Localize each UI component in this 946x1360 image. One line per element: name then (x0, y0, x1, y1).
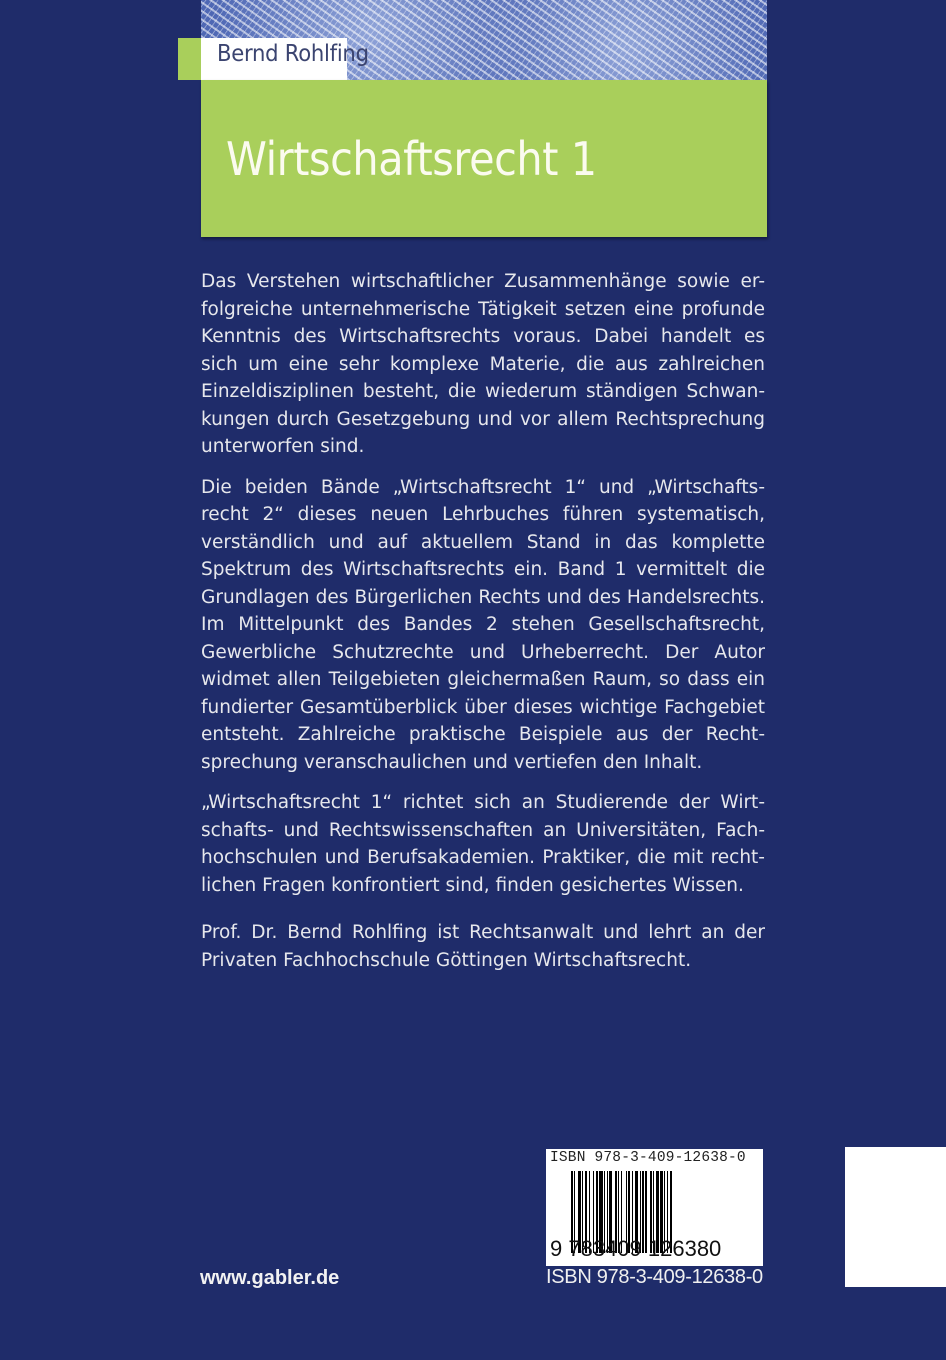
text-line: sich um eine sehr komplexe Materie, die aus zahlreichen (201, 353, 765, 375)
author-name: Bernd Rohlfing (217, 41, 369, 67)
text-line: unterworfen sind. (201, 436, 365, 457)
text-line: Grundlagen des Bürgerlichen Rechts und des Handelsrechts. (201, 586, 765, 608)
isbn: ISBN 978-3-409-12638-0 (546, 1266, 763, 1288)
text-line: lichen Fragen konfrontiert sind, finden gesichertes Wissen. (201, 874, 744, 896)
text-line: Kenntnis des Wirtschaftsrechts voraus. Dabei handelt es (201, 326, 765, 347)
paragraph (201, 474, 765, 777)
text-line: „Wirtschaftsrecht 1“ richtet sich an Studierende der Wirt- (201, 792, 765, 813)
text-line: hochschulen und Berufsakademien. Praktiker, die mit recht- (201, 847, 765, 868)
blurb-text (201, 268, 765, 987)
text-line: recht 2“ dieses neuen Lehrbuches führen systematisch, (201, 504, 765, 525)
text-line: Das Verstehen wirtschaftlicher Zusammenhänge sowie er- (201, 271, 765, 292)
text-line: folgreiche unternehmerische Tätigkeit setzen eine profunde (201, 298, 765, 320)
paragraph (201, 268, 765, 461)
text-line: sprechung veranschaulichen und vertiefen den Inhalt. (201, 751, 703, 773)
text-line: Einzeldisziplinen besteht, die wiederum ständigen Schwan- (201, 381, 765, 402)
barcode-isbn-label: ISBN 978-3-409-12638-0 (550, 1150, 746, 1166)
text-line: Im Mittelpunkt des Bandes 2 stehen Gesellschaftsrecht, (201, 614, 765, 635)
text-line: Prof. Dr. Bernd Rohlfing ist Rechtsanwalt und lehrt an der (201, 922, 765, 943)
text-line: widmet allen Teilgebieten gleichermaßen Raum, so dass ein (201, 669, 765, 690)
text-line: schafts- und Rechtswissenschaften an Universitäten, Fach- (201, 819, 765, 841)
text-line: kungen durch Gesetzgebung und vor allem Rechtsprechung (201, 408, 765, 430)
barcode (546, 1149, 763, 1266)
text-line: fundierter Gesamtüberblick über dieses wichtige Fachgebiet (201, 696, 765, 718)
text-line: Spektrum des Wirtschaftsrechts ein. Band 1 vermittelt die (201, 559, 765, 580)
barcode-number: 9 783409 126380 (550, 1236, 722, 1261)
book-title: Wirtschaftsrecht 1 (226, 132, 597, 186)
text-line: Gewerbliche Schutzrechte und Urheberrecht. Der Autor (201, 641, 765, 663)
text-line: entsteht. Zahlreiche praktische Beispiele aus der Recht- (201, 724, 765, 745)
paragraph (201, 919, 765, 974)
text-line: Die beiden Bände „Wirtschaftsrecht 1“ und „Wirtschafts- (201, 476, 765, 498)
publisher-url: www.gabler.de (200, 1267, 340, 1289)
author-accent-strip (178, 38, 201, 80)
price-label-area (845, 1147, 946, 1287)
paragraph (201, 789, 765, 899)
text-line: Privaten Fachhochschule Göttingen Wirtschaftsrecht. (201, 949, 692, 971)
text-line: verständlich und auf aktuellem Stand in das komplette (201, 531, 765, 553)
